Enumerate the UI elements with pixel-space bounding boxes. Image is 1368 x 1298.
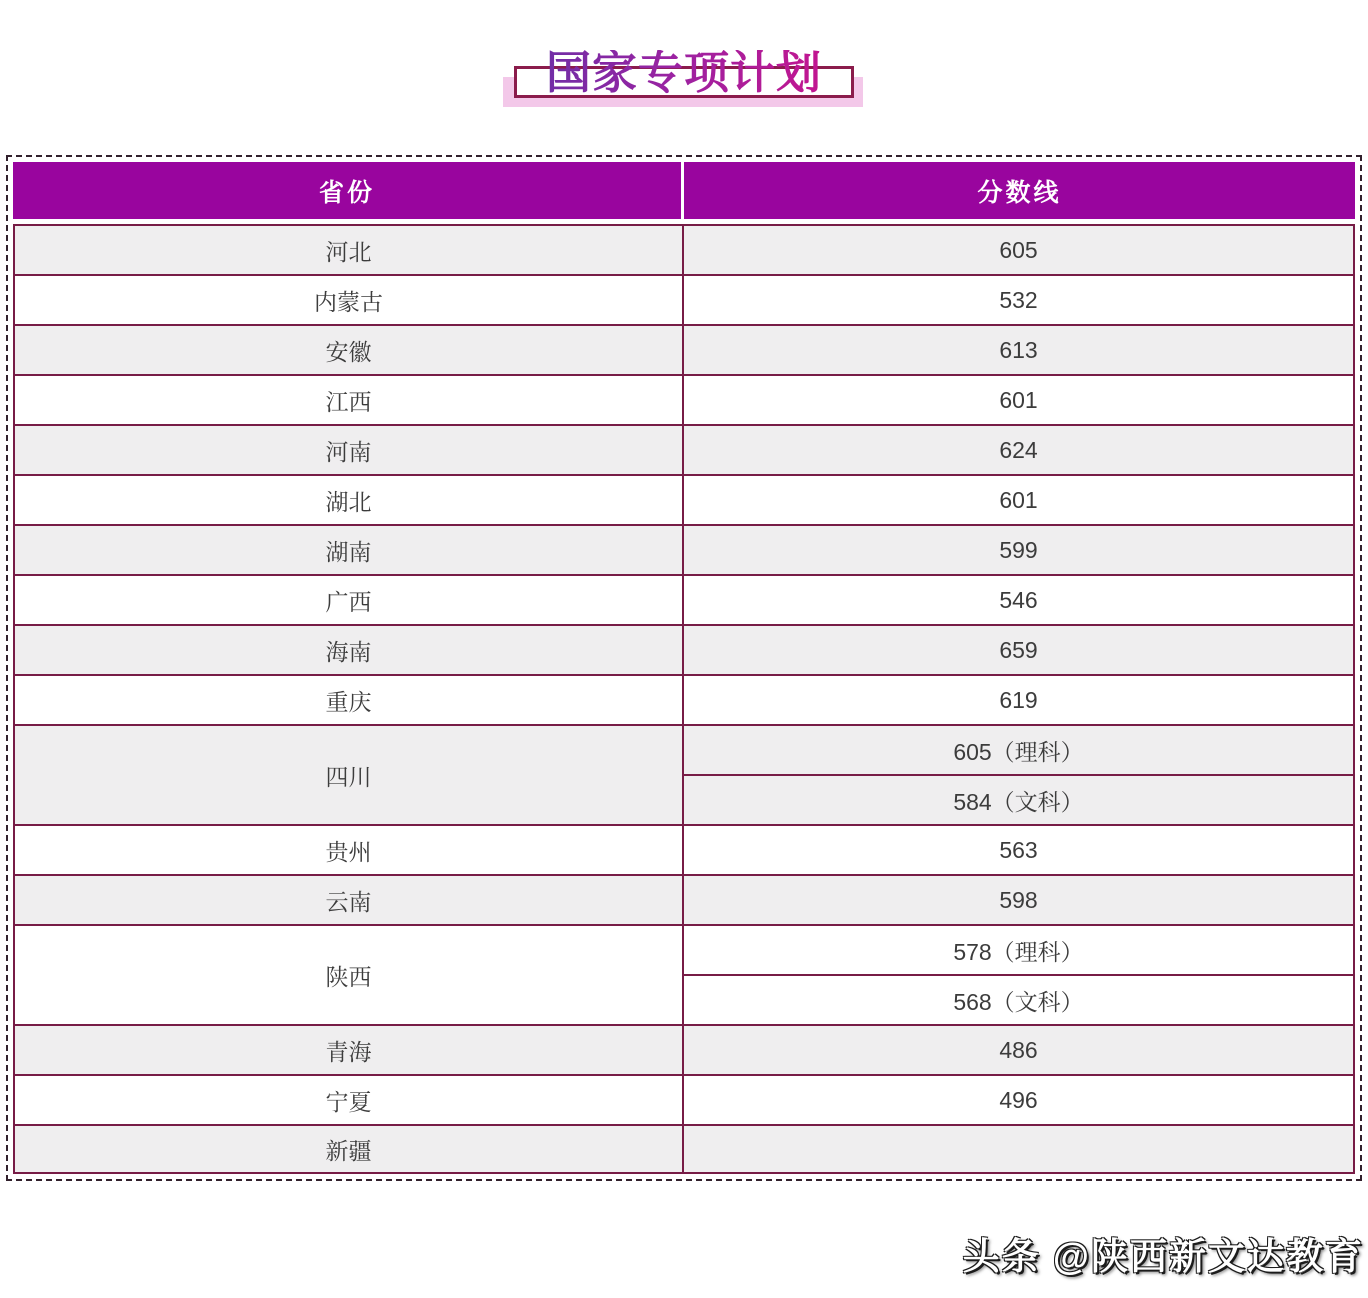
dashed-frame bbox=[6, 155, 1362, 1181]
score-cell: 659 bbox=[684, 624, 1355, 674]
table-row bbox=[13, 674, 1355, 724]
table-row bbox=[13, 874, 1355, 924]
province-cell: 四川 bbox=[13, 724, 684, 824]
score-cell: 546 bbox=[684, 574, 1355, 624]
score-cell: 601 bbox=[684, 374, 1355, 424]
table-row bbox=[13, 374, 1355, 424]
table-row bbox=[13, 224, 1355, 274]
table-row bbox=[13, 824, 1355, 874]
table-row bbox=[13, 724, 1355, 774]
province-cell: 青海 bbox=[13, 1024, 684, 1074]
table-row bbox=[13, 474, 1355, 524]
province-cell: 海南 bbox=[13, 624, 684, 674]
score-cell: 496 bbox=[684, 1074, 1355, 1124]
score-table bbox=[13, 162, 1355, 1174]
table-header-row bbox=[13, 162, 1355, 224]
header-province: 省份 bbox=[13, 162, 684, 224]
score-cell: 532 bbox=[684, 274, 1355, 324]
score-cell: 584（文科） bbox=[684, 774, 1355, 824]
province-cell: 广西 bbox=[13, 574, 684, 624]
table-row bbox=[13, 274, 1355, 324]
province-cell: 内蒙古 bbox=[13, 274, 684, 324]
table-row bbox=[13, 1024, 1355, 1074]
table-row bbox=[13, 924, 1355, 974]
score-cell bbox=[684, 1124, 1355, 1174]
province-cell: 安徽 bbox=[13, 324, 684, 374]
header-score: 分数线 bbox=[684, 162, 1355, 224]
score-cell: 605（理科） bbox=[684, 724, 1355, 774]
score-cell: 578（理科） bbox=[684, 924, 1355, 974]
score-cell: 598 bbox=[684, 874, 1355, 924]
province-cell: 贵州 bbox=[13, 824, 684, 874]
score-cell: 486 bbox=[684, 1024, 1355, 1074]
score-cell: 601 bbox=[684, 474, 1355, 524]
province-cell: 湖北 bbox=[13, 474, 684, 524]
toutiao-watermark: 头条 @陕西新文达教育 bbox=[962, 1236, 1364, 1277]
province-cell: 河北 bbox=[13, 224, 684, 274]
score-cell: 568（文科） bbox=[684, 974, 1355, 1024]
score-cell: 605 bbox=[684, 224, 1355, 274]
province-cell: 重庆 bbox=[13, 674, 684, 724]
table-row bbox=[13, 1124, 1355, 1174]
table-row bbox=[13, 1074, 1355, 1124]
province-cell: 河南 bbox=[13, 424, 684, 474]
table-row bbox=[13, 424, 1355, 474]
province-cell: 湖南 bbox=[13, 524, 684, 574]
province-cell: 陕西 bbox=[13, 924, 684, 1024]
province-cell: 宁夏 bbox=[13, 1074, 684, 1124]
score-cell: 624 bbox=[684, 424, 1355, 474]
page-title-banner bbox=[514, 47, 854, 98]
table-row bbox=[13, 624, 1355, 674]
table-row bbox=[13, 524, 1355, 574]
title-border-box bbox=[514, 47, 854, 98]
score-cell: 563 bbox=[684, 824, 1355, 874]
page-title: 国家专项计划 bbox=[538, 50, 830, 95]
score-cell: 613 bbox=[684, 324, 1355, 374]
province-cell: 江西 bbox=[13, 374, 684, 424]
province-cell: 云南 bbox=[13, 874, 684, 924]
score-cell: 619 bbox=[684, 674, 1355, 724]
score-cell: 599 bbox=[684, 524, 1355, 574]
province-cell: 新疆 bbox=[13, 1124, 684, 1174]
table-row bbox=[13, 574, 1355, 624]
table-row bbox=[13, 324, 1355, 374]
